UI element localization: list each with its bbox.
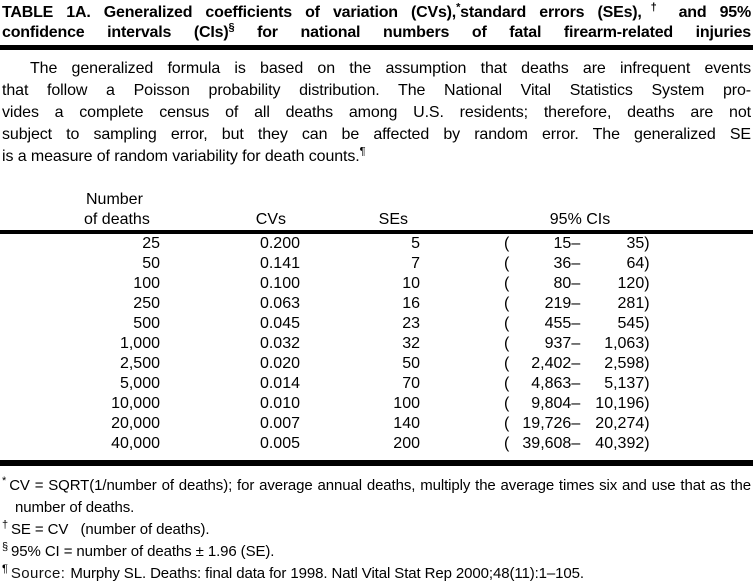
intro-text: is a measure of random variability for death counts. [2,148,360,165]
intro-line: that follow a Poisson probability distribution. The National Vital Statistics System pro- [2,82,751,99]
cell-se: 100 [393,395,420,412]
ci-open-paren: ( [504,415,510,432]
cell-cv: 0.045 [259,315,300,332]
ci-lower-bound: 36 [553,255,572,272]
ci-dash: – [571,375,581,392]
header-deaths-line1: Number [86,191,143,208]
cell-cv: 0.007 [259,415,300,432]
ci-upper-bound: 20,274 [595,415,645,432]
title-divider-rule [0,45,753,50]
ci-lower-bound: 80 [553,275,572,292]
footnote-marker: * [2,475,7,487]
ci-lower-bound: 39,608 [522,435,572,452]
cell-se: 200 [393,435,420,452]
table-row [0,434,753,454]
cell-cv: 0.032 [259,335,300,352]
table-row [0,254,753,274]
cell-cv: 0.020 [259,355,300,372]
ci-upper-bound: 64 [626,255,645,272]
ci-close-paren: ) [644,255,650,272]
header-se: SEs [378,211,408,228]
header-row [0,210,753,230]
ci-open-paren: ( [504,355,510,372]
cell-se: 10 [402,275,420,292]
table-row [0,394,753,414]
ci-lower-bound: 219 [544,295,572,312]
cell-number-of-deaths: 100 [133,275,160,292]
footnote-marker-asterisk: * [456,1,461,14]
cell-number-of-deaths: 20,000 [111,415,160,432]
ci-dash: – [571,415,581,432]
cell-se: 23 [402,315,420,332]
ci-upper-bound: 545 [617,315,645,332]
cell-cv: 0.100 [259,275,300,292]
cell-se: 16 [402,295,420,312]
intro-line [2,146,751,168]
ci-upper-bound: 120 [617,275,645,292]
ci-dash: – [571,435,581,452]
ci-close-paren: ) [644,375,650,392]
footnote-marker-section: § [228,21,235,34]
header-deaths-line2: of deaths [84,211,150,228]
ci-dash: – [571,315,581,332]
ci-close-paren: ) [644,295,650,312]
cell-number-of-deaths: 40,000 [111,435,160,452]
cell-se: 5 [411,235,420,252]
cell-number-of-deaths: 1,000 [119,335,160,352]
table-bottom-rule [0,460,753,466]
ci-lower-bound: 4,863 [531,375,572,392]
ci-upper-bound: 281 [617,295,645,312]
cell-ci [504,374,650,394]
title-text: and 95% [665,4,752,21]
ci-open-paren: ( [504,435,510,452]
ci-upper-bound: 10,196 [595,395,645,412]
ci-close-paren: ) [644,315,650,332]
ci-dash: – [571,335,581,352]
ci-close-paren: ) [644,355,650,372]
cell-ci [504,334,650,354]
cell-ci [504,354,650,374]
footnote [2,475,751,519]
ci-close-paren: ) [644,415,650,432]
footnote [2,519,751,541]
footnotes [0,475,753,585]
cell-ci [504,314,650,334]
cell-ci [504,294,650,314]
table-header [0,190,753,230]
ci-dash: – [571,295,581,312]
table-row [0,414,753,434]
intro-line: The generalized formula is based on the assumption that deaths are infrequent events [30,60,751,77]
table-row [0,314,753,334]
cell-cv: 0.010 [259,395,300,412]
table-row [0,274,753,294]
footnote [2,563,751,585]
ci-close-paren: ) [644,275,650,292]
table-row [0,374,753,394]
ci-open-paren: ( [504,315,510,332]
cell-number-of-deaths: 50 [142,255,160,272]
table-title-line2 [2,23,751,43]
table-body [0,234,753,454]
ci-lower-bound: 15 [553,235,572,252]
cell-ci [504,234,650,254]
ci-lower-bound: 19,726 [522,415,572,432]
ci-dash: – [571,395,581,412]
ci-dash: – [571,355,581,372]
cell-se: 140 [393,415,420,432]
ci-lower-bound: 455 [544,315,572,332]
cell-cv: 0.200 [259,235,300,252]
ci-upper-bound: 5,137 [604,375,645,392]
ci-open-paren: ( [504,235,510,252]
table-row [0,294,753,314]
ci-open-paren: ( [504,395,510,412]
cell-number-of-deaths: 250 [133,295,160,312]
footnote-source-label: Source: [10,565,66,582]
footnote-text: SE = CV (number of deaths). [11,521,210,538]
cell-cv: 0.005 [259,435,300,452]
ci-upper-bound: 1,063 [604,335,645,352]
cell-cv: 0.014 [259,375,300,392]
footnote-text: CV = SQRT(1/number of deaths); for average annual deaths, multiply the average times six and use that as the number of deaths. [9,477,751,516]
footnote-text: Murphy SL. Deaths: final data for 1998. Natl Vital Stat Rep 2000;48(11):1–105. [70,565,584,582]
cell-ci [504,274,650,294]
cell-number-of-deaths: 10,000 [111,395,160,412]
ci-upper-bound: 2,598 [604,355,645,372]
cell-number-of-deaths: 2,500 [119,355,160,372]
cell-se: 32 [402,335,420,352]
ci-lower-bound: 937 [544,335,572,352]
header-ci: 95% CIs [549,211,611,228]
cell-ci [504,434,650,454]
footnote-marker-dagger: † [641,1,666,14]
cell-se: 7 [411,255,420,272]
cell-ci [504,414,650,434]
ci-open-paren: ( [504,335,510,352]
ci-open-paren: ( [504,275,510,292]
footnote-marker: ¶ [2,563,8,575]
ci-dash: – [571,255,581,272]
cell-se: 70 [402,375,420,392]
footnote-marker-pilcrow: ¶ [359,145,366,158]
ci-dash: – [571,235,581,252]
cell-number-of-deaths: 25 [142,235,160,252]
table-title-line1 [2,3,751,23]
intro-paragraph [0,58,753,168]
title-text: TABLE 1A. Generalized coefficients of variation (CVs), [2,4,457,21]
ci-close-paren: ) [644,395,650,412]
footnote-marker: † [2,519,9,531]
title-text: standard errors (SEs), [460,4,642,21]
cell-ci [504,254,650,274]
ci-open-paren: ( [504,255,510,272]
cell-se: 50 [402,355,420,372]
footnote [2,541,751,563]
ci-open-paren: ( [504,295,510,312]
cell-ci [504,394,650,414]
ci-upper-bound: 40,392 [595,435,645,452]
intro-line: subject to sampling error, but they can be affected by random error. The generalized SE [2,126,751,143]
title-text: confidence intervals (CIs) [2,24,229,41]
footnote-marker: § [2,541,9,553]
ci-upper-bound: 35 [626,235,645,252]
cv-se-ci-table [0,190,753,466]
ci-lower-bound: 2,402 [531,355,572,372]
ci-dash: – [571,275,581,292]
footnote-text: 95% CI = number of deaths ± 1.96 (SE). [11,543,275,560]
cell-cv: 0.141 [259,255,300,272]
table-row [0,354,753,374]
ci-close-paren: ) [644,435,650,452]
intro-line: vides a complete census of all deaths among U.S. residents; therefore, deaths are not [2,104,751,121]
header-cv: CVs [255,211,286,228]
table-row [0,334,753,354]
cell-cv: 0.063 [259,295,300,312]
table-title [0,0,753,43]
ci-close-paren: ) [644,335,650,352]
table-row [0,234,753,254]
ci-open-paren: ( [504,375,510,392]
ci-close-paren: ) [644,235,650,252]
cell-number-of-deaths: 5,000 [119,375,160,392]
title-text: for national numbers of fatal firearm-related injuries [234,24,751,41]
cell-number-of-deaths: 500 [133,315,160,332]
ci-lower-bound: 9,804 [531,395,572,412]
